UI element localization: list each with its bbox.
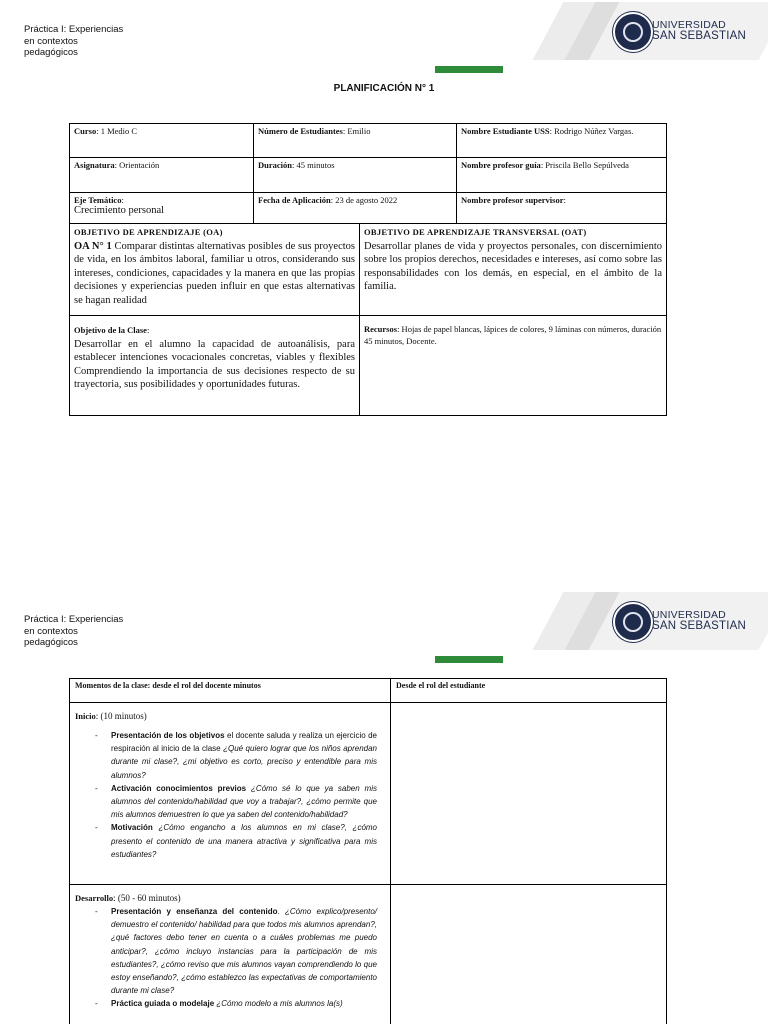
fecha-value: : 23 de agosto 2022: [330, 195, 398, 205]
guia-cell: [457, 158, 667, 193]
university-seal-icon: [613, 12, 653, 52]
list-item: - Motivación ¿Cómo engancho a los alumnos en mi clase?, ¿cómo presento el contenido de una manera atractiva y significativa para mis estudiantes?: [111, 821, 377, 861]
curso-value: : 1 Medio C: [96, 126, 138, 136]
numero-label: Número de Estudiantes: [258, 126, 343, 136]
oa-number: OA N° 1: [74, 240, 112, 252]
clase-cell: [70, 316, 360, 416]
clase-label: Objetivo de la Clase: [74, 325, 147, 335]
asignatura-label: Asignatura: [74, 160, 115, 170]
oat-title: OBJETIVO DE APRENDIZAJE TRANSVERSAL (OAT): [364, 227, 587, 237]
university-name-line2: SAN SEBASTIAN: [652, 30, 746, 42]
fecha-cell: [254, 193, 457, 224]
inicio-cell: [70, 703, 391, 885]
nombre-value: : Rodrigo Núñez Vargas.: [549, 126, 634, 136]
duracion-value: : 45 minutos: [292, 160, 335, 170]
oat-cell: [360, 224, 667, 316]
curso-label: Curso: [74, 126, 97, 136]
info-table: [69, 123, 667, 224]
inicio-student-cell: [391, 703, 667, 885]
recursos-label: Recursos: [364, 324, 398, 334]
eje-value: Crecimiento personal: [74, 205, 165, 216]
moments-col2-header: Desde el rol del estudiante: [391, 679, 667, 703]
nombre-label: Nombre Estudiante USS: [461, 126, 550, 136]
asignatura-value: : Orientación: [114, 160, 160, 170]
recursos-cell: [360, 316, 667, 416]
eje-cell: [70, 193, 254, 224]
supervisor-label: Nombre profesor supervisor: [461, 195, 564, 205]
document-page-2: [0, 590, 768, 1024]
desarrollo-student-cell: [391, 885, 667, 1024]
moments-col1-header: Momentos de la clase: desde el rol del docente minutos: [70, 679, 391, 703]
duracion-cell: [254, 158, 457, 193]
inicio-label: Inicio: [75, 711, 96, 721]
clase-text: Desarrollar en el alumno la capacidad de autoanálisis, para establecer intenciones vocacionales concretas, viables y flexibles Comprendiendo la importancia de sus decisiones respecto de su trayectoria, sus posibilidades y oportunidades futuras.: [74, 338, 355, 390]
desarrollo-cell: [70, 885, 391, 1024]
supervisor-cell: [457, 193, 667, 224]
moments-table: [69, 678, 667, 1024]
numero-value: : Emilio: [342, 126, 371, 136]
fecha-label: Fecha de Aplicación: [258, 195, 331, 205]
eje-colon: :: [121, 195, 124, 205]
numero-cell: [254, 124, 457, 158]
objectives-table: [69, 223, 667, 416]
asignatura-cell: [70, 158, 254, 193]
university-name-line1: UNIVERSIDAD: [652, 19, 726, 31]
curso-cell: [70, 124, 254, 158]
guia-value: : Priscila Bello Sepúlveda: [540, 160, 629, 170]
inicio-list: [75, 729, 385, 861]
course-label: Práctica I: Experiencias en contextos pedagógicos: [24, 614, 124, 648]
eje-label: Eje Temático: [74, 195, 122, 205]
accent-bar: [435, 656, 503, 663]
recursos-text: : Hojas de papel blancas, lápices de colores, 9 láminas con números, duración 45 minutos, Docente.: [364, 324, 662, 346]
clase-colon: :: [146, 325, 150, 335]
desarrollo-list: [75, 905, 385, 1011]
desarrollo-time: : (50 - 60 minutos): [113, 893, 181, 903]
nombre-cell: [457, 124, 667, 158]
oa-text: Comparar distintas alternativas posibles de sus proyectos de vida, en los ámbitos laboral, familiar u otros, considerando sus intereses, condiciones, capacidades y la manera en que las propias decisiones y experiencias pueden influir en que estas alternativas se hagan realidad: [74, 240, 356, 306]
list-item: - Presentación y enseñanza del contenido. ¿Cómo explico/presento/ demuestro el contenido/ habilidad para que todos mis alumnos aprendan?, ¿qué factores debo tener en cuenta o a cuáles problemas me puedo anticipar?, ¿cómo incluyo instancias para la participación de mis estudiantes?, ¿cómo reviso que mis alumnos vayan comprendiendo lo que estoy enseñando?, ¿cómo establezco las expectativas de comportamiento durante mi clase?: [111, 905, 377, 997]
university-logo: [652, 20, 746, 42]
university-seal-icon: [613, 602, 653, 642]
duracion-label: Duración: [258, 160, 292, 170]
supervisor-value: :: [563, 195, 566, 205]
university-logo: [652, 610, 746, 632]
list-item: - Presentación de los objetivos el docente saluda y realiza un ejercicio de respiración al inicio de la clase ¿Qué quiero lograr que los niños aprendan durante mi clase?, ¿mi objetivo es corto, preciso y entendible para mis alumnos?: [111, 729, 377, 782]
desarrollo-label: Desarrollo: [75, 893, 114, 903]
course-label: Práctica I: Experiencias en contextos pedagógicos: [24, 24, 124, 58]
page-title: PLANIFICACIÓN N° 1: [333, 83, 435, 94]
oat-text: Desarrollar planes de vida y proyectos personales, con discernimiento sobre los propios derechos, necesidades e intereses, así como sobre las responsabilidades con los demás, en especial, en el ámbito de la familia.: [364, 240, 662, 292]
oa-title: OBJETIVO DE APRENDIZAJE (OA): [74, 227, 223, 237]
oa-cell: [70, 224, 360, 316]
list-item: - Activación conocimientos previos ¿Cómo sé lo que ya saben mis alumnos del contenido/habilidad que voy a trabajar?, ¿cómo permite que mis alumnos demuestren lo que ya saben del contenido/habilidad?: [111, 782, 377, 822]
accent-bar: [435, 66, 503, 73]
list-item: - Práctica guiada o modelaje ¿Cómo modelo a mis alumnos la(s): [111, 997, 377, 1010]
university-name-line1: UNIVERSIDAD: [652, 609, 726, 621]
university-name-line2: SAN SEBASTIAN: [652, 620, 746, 632]
inicio-time: : (10 minutos): [95, 711, 147, 721]
guia-label: Nombre profesor guía: [461, 160, 541, 170]
